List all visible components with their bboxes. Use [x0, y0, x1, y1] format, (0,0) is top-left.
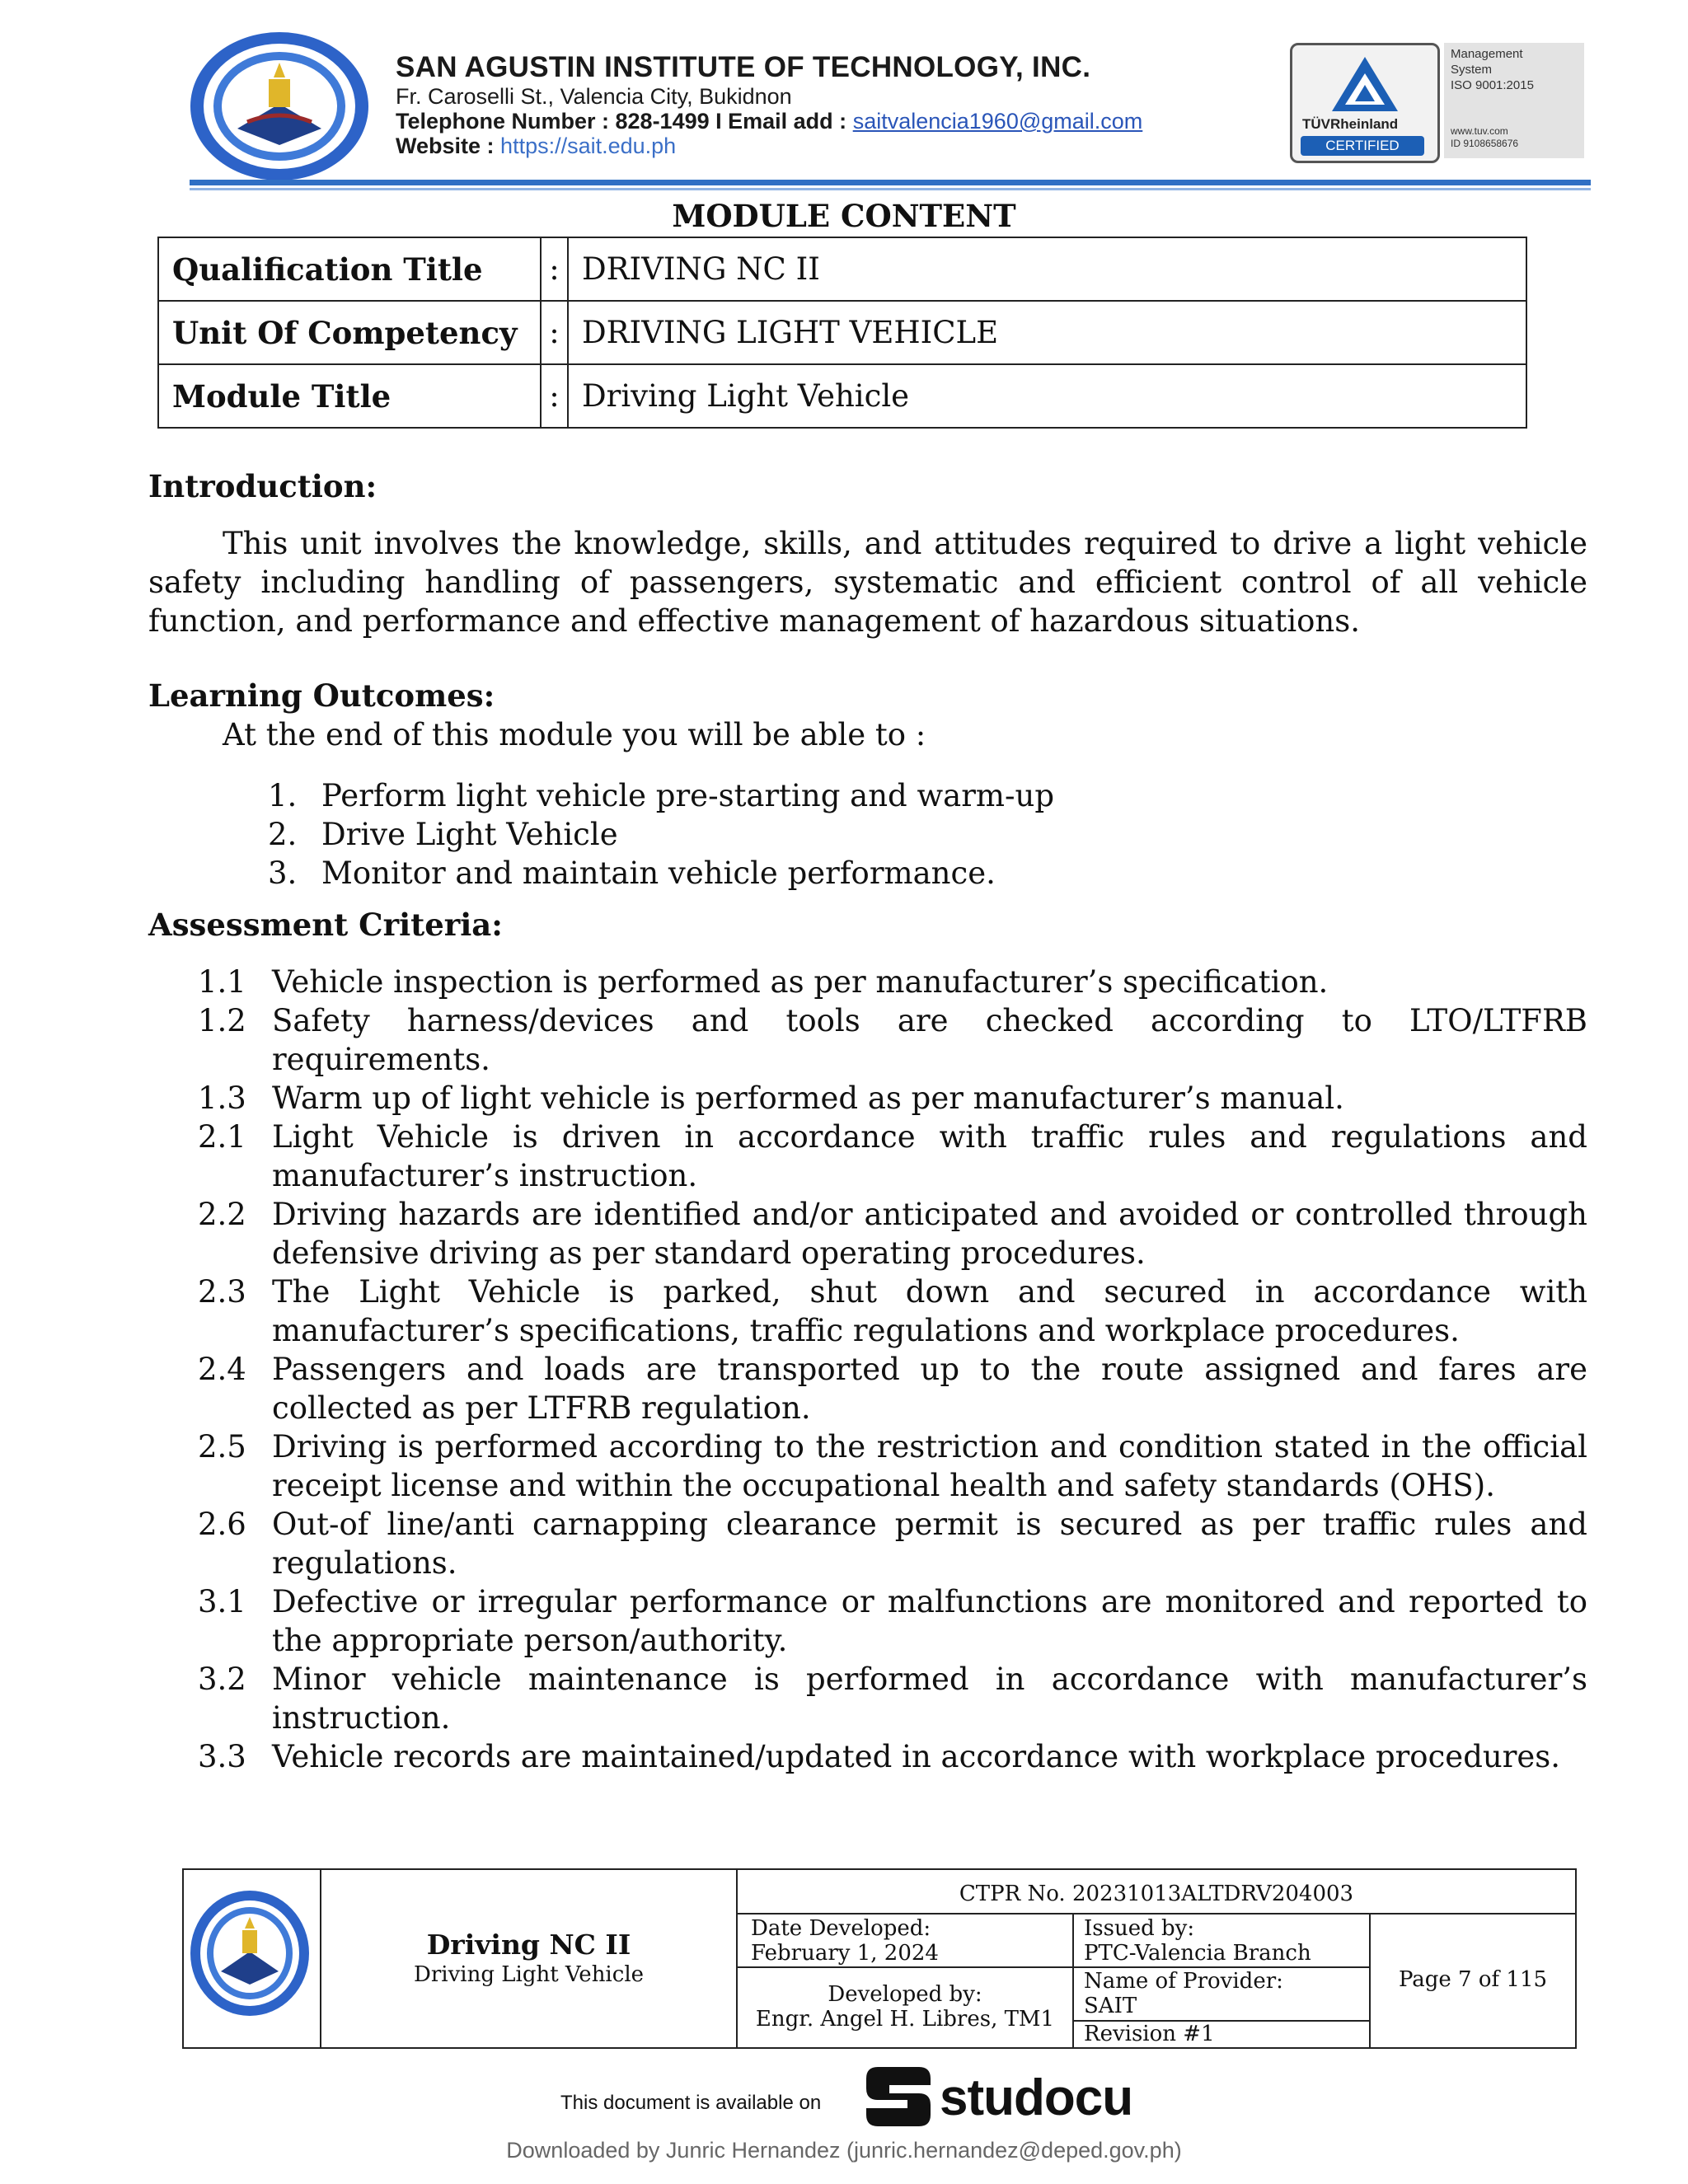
- item-number: 2.2: [198, 1197, 246, 1232]
- list-item: [198, 963, 1587, 1001]
- website-link[interactable]: https://sait.edu.ph: [500, 134, 677, 158]
- developed-by-value: Engr. Angel H. Libres, TM1: [755, 2007, 1055, 2032]
- footer-course-subtitle: Driving Light Vehicle: [413, 1962, 645, 1987]
- item-number: 2.6: [198, 1507, 246, 1542]
- institution-name: SAN AGUSTIN INSTITUTE OF TECHNOLOGY, INC.: [396, 51, 1091, 83]
- tuv-brand-text: TÜVRheinland: [1302, 116, 1399, 132]
- colon-cell: :: [541, 301, 568, 364]
- divider: [736, 1913, 1575, 1915]
- header-divider: [190, 180, 1591, 185]
- item-text: Vehicle inspection is performed as per manufacturer’s specification.: [272, 964, 1329, 1000]
- footer-seal-logo: [188, 1887, 312, 2019]
- tuv-certification-badge: [1290, 43, 1440, 163]
- colon-cell: :: [541, 237, 568, 301]
- assessment-criteria-list: [198, 963, 1587, 1776]
- item-number: 3.2: [198, 1661, 246, 1697]
- unit-of-competency-value: DRIVING LIGHT VEHICLE: [568, 301, 1526, 364]
- divider: [736, 1966, 1072, 1968]
- item-number: 3.: [268, 855, 298, 891]
- item-text: Light Vehicle is driven in accordance with traffic rules and regulations and manufacturer’s instruction.: [272, 1119, 1587, 1193]
- date-developed-value: February 1, 2024: [751, 1941, 939, 1966]
- list-item: [198, 1079, 1587, 1118]
- colon-cell: :: [541, 364, 568, 428]
- list-item: [198, 1427, 1587, 1505]
- email-link[interactable]: saitvalencia1960@gmail.com: [852, 109, 1143, 134]
- date-developed-label: Date Developed:: [751, 1916, 931, 1941]
- item-text: Monitor and maintain vehicle performance.: [321, 855, 996, 891]
- qualification-title-value: DRIVING NC II: [568, 237, 1526, 301]
- list-item: [198, 1737, 1587, 1776]
- learning-outcomes-heading: Learning Outcomes:: [148, 677, 495, 714]
- tuv-url: www.tuv.com: [1451, 125, 1508, 137]
- module-title-value: Driving Light Vehicle: [568, 364, 1526, 428]
- item-number: 1.1: [198, 964, 246, 1000]
- iso-line: ISO 9001:2015: [1451, 78, 1534, 92]
- document-footer-table: [182, 1868, 1577, 2049]
- table-row: [158, 301, 1526, 364]
- learning-outcomes-intro: At the end of this module you will be able to :: [223, 717, 926, 752]
- studocu-logo-icon[interactable]: [861, 2060, 935, 2131]
- list-item: [268, 815, 1054, 854]
- item-number: 1.: [268, 778, 298, 813]
- table-row: [158, 237, 1526, 301]
- ctpr-number: CTPR No. 20231013ALTDRV204003: [959, 1882, 1354, 1906]
- iso-line: Management: [1451, 47, 1523, 61]
- issued-by-value: PTC-Valencia Branch: [1084, 1941, 1311, 1966]
- list-item: [198, 1118, 1587, 1195]
- assessment-criteria-heading: Assessment Criteria:: [148, 907, 503, 943]
- item-number: 1.3: [198, 1080, 246, 1116]
- list-item: [198, 1350, 1587, 1427]
- item-number: 2.5: [198, 1429, 246, 1465]
- list-item: [198, 1001, 1587, 1079]
- item-text: Vehicle records are maintained/updated in accordance with workplace procedures.: [272, 1739, 1561, 1774]
- module-content-title: MODULE CONTENT: [672, 198, 1016, 234]
- item-text: Warm up of light vehicle is performed as per manufacturer’s manual.: [272, 1080, 1344, 1116]
- provider-label: Name of Provider:: [1084, 1969, 1283, 1994]
- divider: [1072, 1966, 1369, 1968]
- item-number: 2.1: [198, 1119, 246, 1155]
- table-row: [158, 364, 1526, 428]
- contact-line: [396, 109, 1142, 134]
- footer-course-title: Driving NC II: [426, 1929, 631, 1961]
- item-text: Driving is performed according to the restriction and condition stated in the official receipt license and within the occupational health and safety standards (OHS).: [272, 1429, 1587, 1503]
- revision-number: Revision #1: [1084, 2022, 1215, 2046]
- item-number: 2.3: [198, 1274, 246, 1310]
- item-text: Defective or irregular performance or malfunctions are monitored and reported to the appropriate person/authority.: [272, 1584, 1587, 1658]
- qualification-table: [157, 237, 1527, 429]
- page-number: Page 7 of 115: [1398, 1967, 1548, 1992]
- list-item: [268, 776, 1054, 815]
- list-item: [268, 854, 1054, 893]
- unit-of-competency-label: Unit Of Competency: [158, 301, 541, 364]
- list-item: [198, 1195, 1587, 1272]
- item-text: Drive Light Vehicle: [321, 817, 618, 852]
- available-on-text: This document is available on: [560, 2092, 822, 2114]
- qualification-title-label: Qualification Title: [158, 237, 541, 301]
- iso-certification-panel: [1444, 43, 1584, 158]
- tuv-certified-text: CERTIFIED: [1325, 138, 1400, 153]
- tuv-id: ID 9108658676: [1451, 138, 1519, 149]
- telephone-label: Telephone Number : 828-1499 I Email add :: [396, 109, 847, 134]
- website-label: Website :: [396, 134, 495, 158]
- divider: [1072, 1913, 1074, 2047]
- introduction-heading: Introduction:: [148, 468, 377, 504]
- item-number: 3.3: [198, 1739, 246, 1774]
- list-item: [198, 1272, 1587, 1350]
- downloaded-by-text: Downloaded by Junric Hernandez (junric.hernandez@deped.gov.ph): [506, 2138, 1182, 2163]
- item-number: 1.2: [198, 1003, 246, 1038]
- list-item: [198, 1660, 1587, 1737]
- module-title-label: Module Title: [158, 364, 541, 428]
- item-number: 3.1: [198, 1584, 246, 1619]
- institution-seal-logo: [188, 30, 371, 183]
- item-text: Perform light vehicle pre-starting and warm-up: [321, 778, 1055, 813]
- developed-by-label: Developed by:: [828, 1982, 982, 2007]
- studocu-brand[interactable]: studocu: [940, 2069, 1133, 2126]
- item-text: The Light Vehicle is parked, shut down and secured in accordance with manufacturer’s specifications, traffic regulations and workplace procedures.: [272, 1274, 1587, 1348]
- item-text: Driving hazards are identified and/or anticipated and avoided or controlled through defensive driving as per standard operating procedures.: [272, 1197, 1587, 1271]
- item-text: Passengers and loads are transported up to the route assigned and fares are collected as per LTFRB regulation.: [272, 1352, 1587, 1426]
- learning-outcomes-list: [268, 776, 1054, 893]
- institution-address: Fr. Caroselli St., Valencia City, Bukidnon: [396, 84, 792, 109]
- item-number: 2.: [268, 817, 298, 852]
- issued-by-label: Issued by:: [1084, 1916, 1195, 1941]
- item-number: 2.4: [198, 1352, 246, 1387]
- item-text: Safety harness/devices and tools are checked according to LTO/LTFRB requirements.: [272, 1003, 1587, 1077]
- header-divider-thin: [190, 188, 1591, 190]
- iso-line: System: [1451, 63, 1493, 77]
- list-item: [198, 1505, 1587, 1582]
- introduction-text: This unit involves the knowledge, skills, and attitudes required to drive a light vehicle safety including handling of passengers, systematic and efficient control of all vehicle function, and performance and effective management of hazardous situations.: [148, 526, 1587, 639]
- item-text: Out-of line/anti carnapping clearance permit is secured as per traffic rules and regulations.: [272, 1507, 1587, 1581]
- list-item: [198, 1582, 1587, 1660]
- item-text: Minor vehicle maintenance is performed in accordance with manufacturer’s instruction.: [272, 1661, 1587, 1736]
- provider-value: SAIT: [1084, 1994, 1137, 2018]
- website-line: [396, 134, 676, 159]
